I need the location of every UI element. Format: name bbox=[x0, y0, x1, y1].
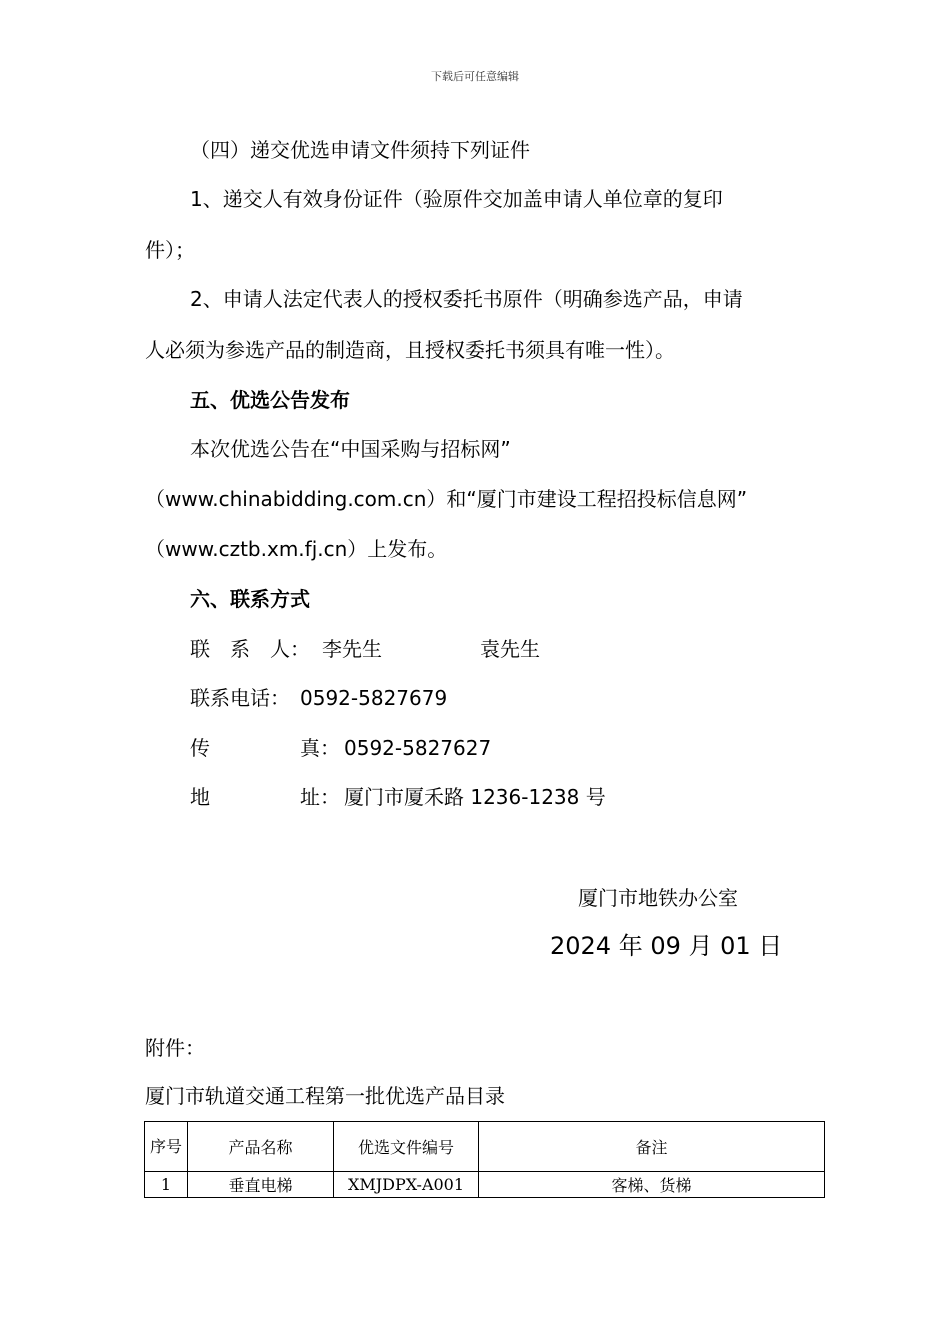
header-note: 备注 bbox=[479, 1122, 825, 1172]
contact-address-label-right: 址： bbox=[300, 785, 340, 809]
cell-note: 客梯、货梯 bbox=[479, 1172, 825, 1198]
section-4-item-2-line-1: 2、申请人法定代表人的授权委托书原件（明确参选产品，申请 bbox=[190, 287, 743, 311]
attachment-title: 厦门市轨道交通工程第一批优选产品目录 bbox=[145, 1084, 505, 1108]
signature-date: 2024 年 09 月 01 日 bbox=[550, 932, 783, 960]
header-note: 下载后可任意编辑 bbox=[431, 70, 519, 83]
section-6-title: 六、联系方式 bbox=[190, 587, 310, 611]
contact-fax: 0592-5827627 bbox=[344, 736, 492, 760]
section-4-item-1-line-1: 1、递交人有效身份证件（验原件交加盖申请人单位章的复印 bbox=[190, 187, 723, 211]
section-5-line-2: （www.chinabidding.com.cn）和“厦门市建设工程招投标信息网” bbox=[145, 487, 748, 511]
header-code: 优选文件编号 bbox=[334, 1122, 479, 1172]
cell-code: XMJDPX-A001 bbox=[334, 1172, 479, 1198]
contact-fax-label-left: 传 bbox=[190, 736, 210, 760]
header-name: 产品名称 bbox=[188, 1122, 334, 1172]
cell-no: 1 bbox=[145, 1172, 188, 1198]
contact-address-label-left: 地 bbox=[190, 785, 210, 809]
attachment-label: 附件： bbox=[145, 1036, 205, 1060]
contact-person-label: 联 系 人： bbox=[190, 637, 310, 661]
contact-person-2: 袁先生 bbox=[480, 637, 540, 661]
contact-phone: 0592-5827679 bbox=[300, 686, 448, 710]
section-5-line-1: 本次优选公告在“中国采购与招标网” bbox=[190, 437, 511, 461]
section-5-title: 五、优选公告发布 bbox=[190, 388, 350, 412]
signature-org: 厦门市地铁办公室 bbox=[578, 886, 738, 910]
section-4-title: （四）递交优选申请文件须持下列证件 bbox=[190, 138, 530, 162]
contact-address: 厦门市厦禾路 1236-1238 号 bbox=[344, 785, 606, 809]
section-5-line-3: （www.cztb.xm.fj.cn）上发布。 bbox=[145, 537, 448, 561]
table-header-row bbox=[145, 1122, 825, 1172]
contact-person-1: 李先生 bbox=[322, 637, 382, 661]
section-4-item-2-line-2: 人必须为参选产品的制造商，且授权委托书须具有唯一性）。 bbox=[145, 338, 675, 362]
section-4-item-1-line-2: 件）； bbox=[145, 238, 195, 262]
product-catalog-table bbox=[144, 1121, 825, 1198]
cell-name: 垂直电梯 bbox=[188, 1172, 334, 1198]
contact-phone-label: 联系电话： bbox=[190, 686, 290, 710]
header-no: 序号 bbox=[145, 1122, 188, 1172]
contact-fax-label-right: 真： bbox=[300, 736, 340, 760]
table-row bbox=[145, 1172, 825, 1198]
